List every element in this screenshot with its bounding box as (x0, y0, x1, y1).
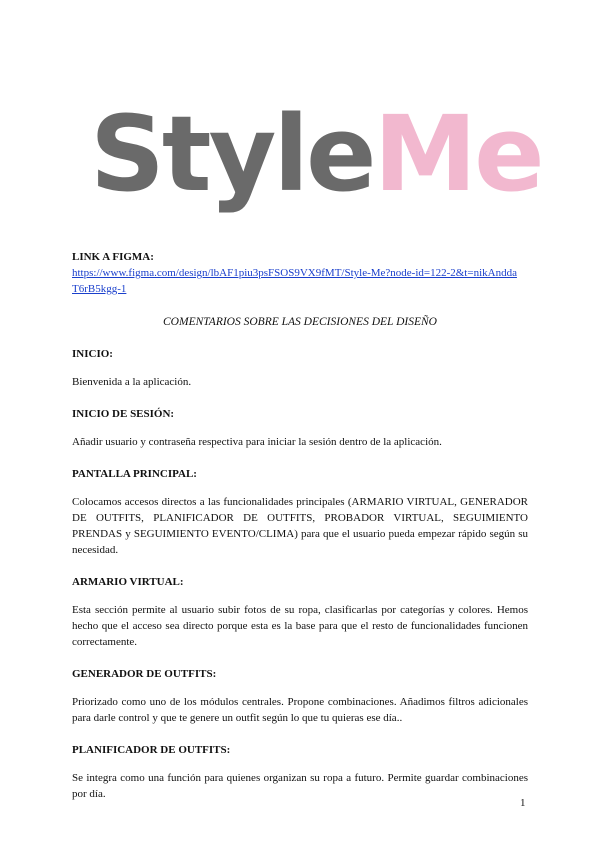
section-pantalla-principal (72, 466, 528, 574)
section-heading: ARMARIO VIRTUAL: (72, 576, 184, 588)
figma-link[interactable] (72, 265, 528, 297)
section-text: Añadir usuario y contraseña respectiva para iniciar la sesión dentro de la aplicación. (72, 436, 442, 448)
section-heading: GENERADOR DE OUTFITS: (72, 668, 217, 680)
section-heading: INICIO DE SESIÓN: (72, 408, 175, 420)
styleme-logo (90, 93, 542, 215)
section-inicio-sesion (72, 406, 528, 466)
section-text: Se integra como una función para quienes organizan su ropa a futuro. Permite guardar combinaciones por día. (72, 772, 528, 800)
section-heading: PANTALLA PRINCIPAL: (72, 468, 197, 480)
section-text: Bienvenida a la aplicación. (72, 376, 192, 388)
section-generador-outfits (72, 666, 528, 742)
logo-style-text: Style (90, 93, 374, 215)
figma-link-line1[interactable]: https://www.figma.com/design/lbAF1piu3psFSOS9VX9fMT/Style-Me?node-id=122-2&t=nikAndda (72, 267, 517, 279)
document-body (72, 249, 528, 802)
section-title: COMENTARIOS SOBRE LAS DECISIONES DEL DISEÑO (163, 316, 437, 328)
link-heading: LINK A FIGMA: (72, 251, 154, 263)
section-text: Colocamos accesos directos a las funcionalidades principales (ARMARIO VIRTUAL, GENERADOR DE OUTFITS, PLANIFICADOR DE OUTFITS, PROBADOR VIRTUAL, SEGUIMIENTO PRENDAS y SEGUIMIENTO EVENTO/CLIMA) para que el usuario pueda empezar rápido según su necesidad. (72, 496, 528, 556)
section-inicio (72, 346, 528, 406)
logo-me-text: Me (373, 93, 542, 215)
section-planificador-outfits (72, 742, 528, 802)
section-heading: PLANIFICADOR DE OUTFITS: (72, 744, 231, 756)
figma-link-line2[interactable]: T6rB5kgg-1 (72, 283, 127, 295)
section-armario-virtual (72, 574, 528, 666)
page-number: 1 (520, 797, 526, 809)
section-text: Esta sección permite al usuario subir fotos de su ropa, clasificarlas por categorías y colores. Hemos hecho que el acceso sea directo porque esta es la base para que el resto de funcionalidades funcionen correctamente. (72, 604, 528, 648)
section-heading: INICIO: (72, 348, 113, 360)
section-text: Priorizado como uno de los módulos centrales. Propone combinaciones. Añadimos filtros adicionales para darle control y que te genere un outfit según lo que tu quieras ese día.. (72, 696, 528, 724)
